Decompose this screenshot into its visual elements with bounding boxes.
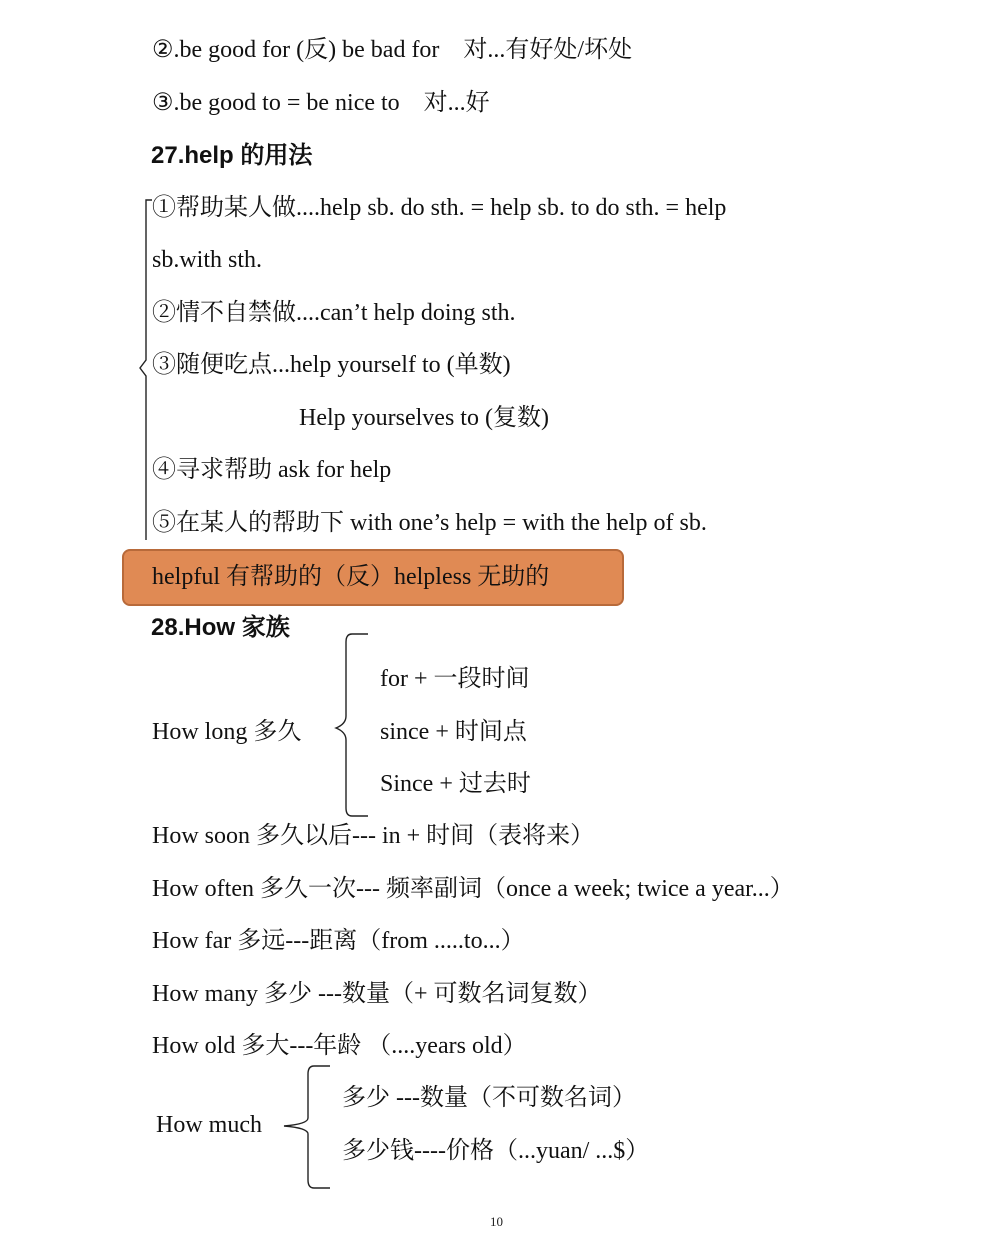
line-be-good-to: ③.be good to = be nice to 对...好 xyxy=(152,90,490,116)
how-much-label: How much xyxy=(156,1112,262,1138)
how-often: How often 多久一次--- 频率副词（once a week; twice a year...） xyxy=(152,876,794,902)
heading-27-help: 27.help 的用法 xyxy=(151,142,313,169)
line-help-1a: ①帮助某人做....help sb. do sth. = help sb. to do sth. = help xyxy=(152,195,727,221)
how-long-since: since + 时间点 xyxy=(380,719,527,745)
line-help-3b: Help yourselves to (复数) xyxy=(299,405,549,431)
line-be-good-for: ②.be good for (反) be bad for 对...有好处/坏处 xyxy=(152,37,633,63)
how-much-brace xyxy=(284,1066,330,1188)
highlight-text: helpful 有帮助的（反）helpless 无助的 xyxy=(152,564,550,590)
how-long-for: for + 一段时间 xyxy=(380,666,530,692)
line-help-1b: sb.with sth. xyxy=(152,247,263,273)
heading-28-how: 28.How 家族 xyxy=(151,614,290,641)
how-old: How old 多大---年龄 （....years old） xyxy=(152,1033,527,1059)
how-long-brace xyxy=(336,634,368,816)
line-help-5: ⑤在某人的帮助下 with one’s help = with the help of sb. xyxy=(152,510,707,536)
page-number: 10 xyxy=(490,1214,503,1229)
line-help-2: ②情不自禁做....can’t help doing sth. xyxy=(152,300,516,326)
how-far: How far 多远---距离（from .....to...） xyxy=(152,928,525,954)
how-long-label: How long 多久 xyxy=(152,719,302,745)
line-help-4: ④寻求帮助 ask for help xyxy=(152,457,392,483)
how-many: How many 多少 ---数量（+ 可数名词复数） xyxy=(152,981,602,1007)
line-help-3: ③随便吃点...help yourself to (单数) xyxy=(152,352,511,378)
highlight-box xyxy=(122,549,624,606)
how-much-quantity: 多少 ---数量（不可数名词） xyxy=(342,1085,636,1111)
how-long-since-past: Since + 过去时 xyxy=(380,771,531,797)
help-bracket xyxy=(140,200,152,540)
how-much-price: 多少钱----价格（...yuan/ ...$） xyxy=(342,1138,650,1164)
how-soon: How soon 多久以后--- in + 时间（表将来） xyxy=(152,823,595,849)
